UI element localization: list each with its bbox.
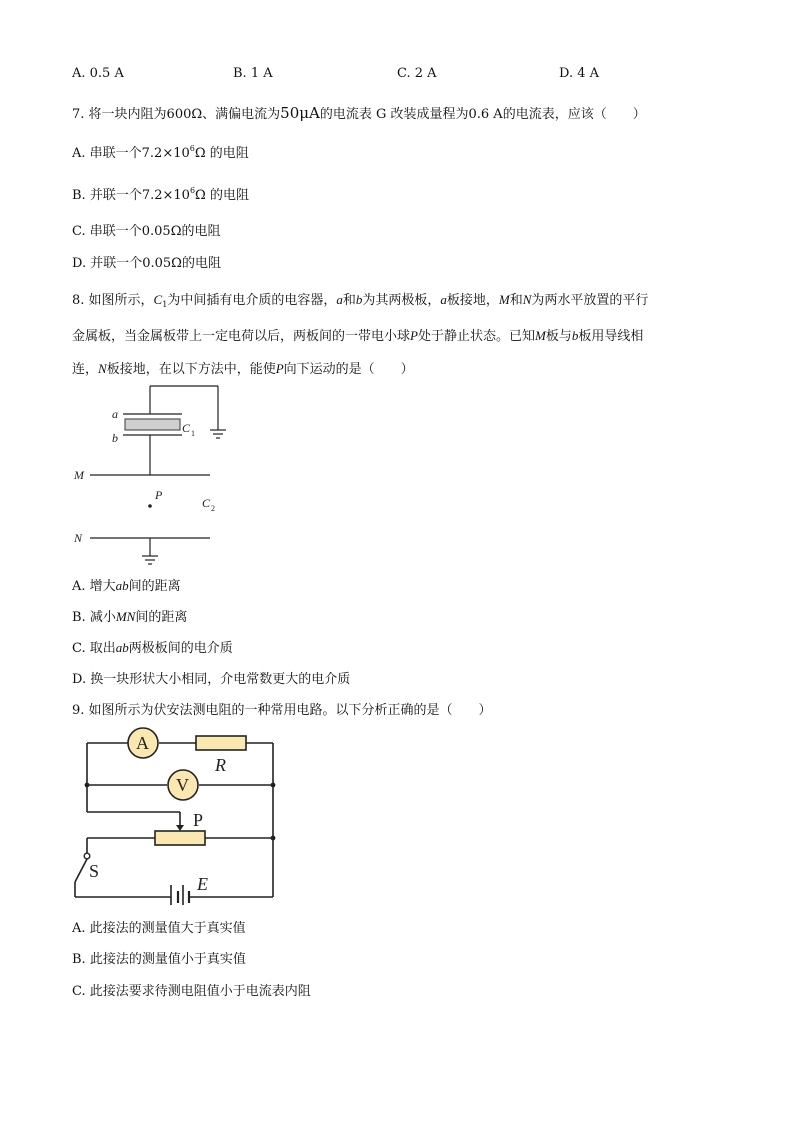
svg-text:S: S bbox=[89, 861, 100, 881]
q9-option-b: B. 此接法的测量值小于真实值 bbox=[72, 952, 246, 967]
q9-circuit-figure bbox=[65, 725, 285, 905]
q7-option-c: C. 串联一个0.05Ω的电阻 bbox=[72, 224, 221, 239]
svg-text:P: P bbox=[155, 488, 163, 502]
svg-text:M: M bbox=[74, 468, 84, 482]
q8-option-d: D. 换一块形状大小相同，介电常数更大的电介质 bbox=[72, 672, 351, 687]
svg-text:1: 1 bbox=[191, 429, 195, 438]
q6-option-d: D. 4 A bbox=[559, 66, 600, 81]
q9-option-a: A. 此接法的测量值大于真实值 bbox=[72, 921, 246, 936]
svg-text:C: C bbox=[182, 421, 191, 435]
q9-option-c: C. 此接法要求待测电阻值小于电流表内阻 bbox=[72, 984, 311, 999]
q7-option-d: D. 并联一个0.05Ω的电阻 bbox=[72, 256, 221, 271]
q6-options bbox=[72, 66, 632, 84]
slider-arrow-icon bbox=[176, 825, 184, 831]
q8-option-b: B. 减小MN间的距离 bbox=[72, 609, 188, 625]
charged-ball bbox=[148, 504, 152, 508]
q8-stem-line1: 8. 如图所示，$C_1$为中间插有电介质的电容器，a和b为其两极板，a板接地，M和N为两水平放置的平行 bbox=[72, 292, 649, 309]
q8-capacitor-figure bbox=[60, 380, 240, 575]
q8-option-c: C. 取出ab两极板间的电介质 bbox=[72, 640, 233, 656]
dielectric bbox=[125, 419, 180, 430]
q8-stem-line2: 金属板，当金属板带上一定电荷以后，两板间的一带电小球P处于静止状态。已知M板与b板用导线相 bbox=[72, 328, 644, 344]
resistor-icon bbox=[196, 736, 246, 750]
q7-option-b: B. 并联一个$7.2\times 10^6\Omega$ 的电阻 bbox=[72, 186, 249, 203]
q7-stem: 7. 将一块内阻为600Ω、满偏电流为50μA的电流表 G 改装成量程为0.6 A的电流表，应该（ ） bbox=[72, 104, 646, 122]
rheostat-icon bbox=[155, 831, 205, 845]
svg-text:C: C bbox=[202, 496, 211, 510]
svg-text:P: P bbox=[193, 810, 204, 830]
svg-text:V: V bbox=[176, 775, 189, 795]
svg-text:2: 2 bbox=[211, 504, 215, 513]
q6-option-c: C. 2 A bbox=[397, 66, 437, 81]
svg-text:N: N bbox=[74, 531, 83, 545]
q7-option-a: A. 串联一个$7.2\times 10^6\Omega$ 的电阻 bbox=[72, 144, 249, 161]
q9-stem: 9. 如图所示为伏安法测电阻的一种常用电路。以下分析正确的是（ ） bbox=[72, 703, 492, 718]
svg-text:A: A bbox=[136, 733, 149, 753]
svg-text:b: b bbox=[112, 431, 118, 445]
q6-option-b: B. 1 A bbox=[233, 66, 273, 81]
q8-option-a: A. 增大ab间的距离 bbox=[72, 578, 181, 594]
svg-text:R: R bbox=[215, 755, 226, 775]
svg-text:E: E bbox=[197, 874, 208, 894]
q8-stem-line3: 连，N板接地，在以下方法中，能使P向下运动的是（ ） bbox=[72, 361, 414, 377]
svg-text:a: a bbox=[112, 407, 118, 421]
q6-option-a: A. 0.5 A bbox=[72, 66, 124, 81]
